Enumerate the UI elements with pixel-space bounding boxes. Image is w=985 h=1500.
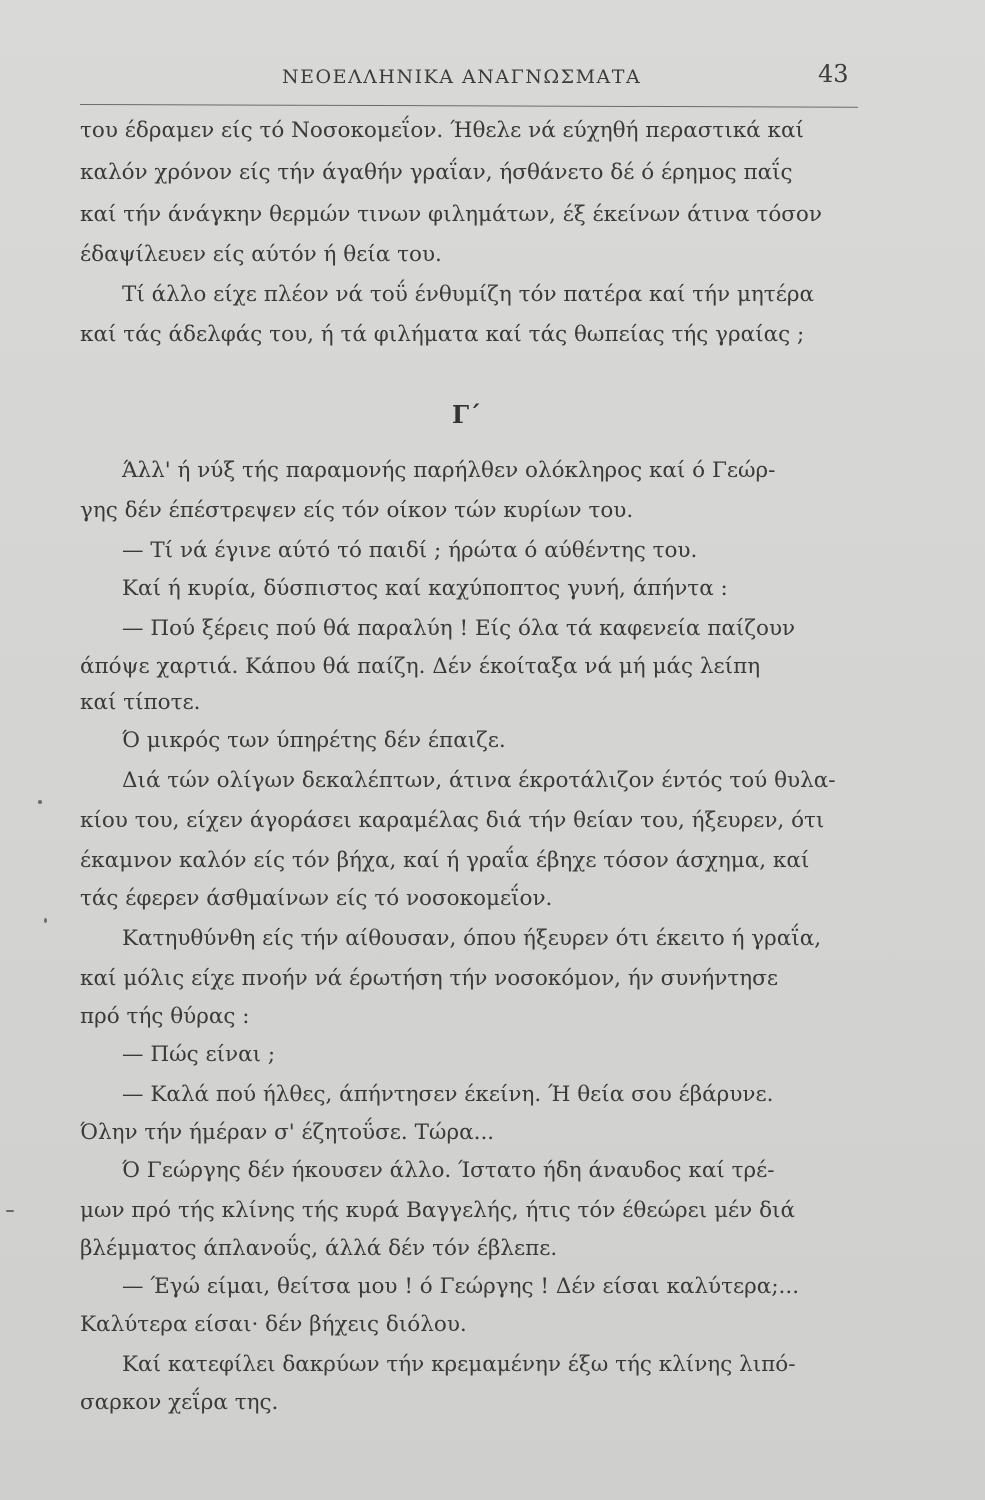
text-line: — Έγώ είμαι, θείτσα μου ! ό Γεώργης ! Δέν είσαι καλύτερα;... (122, 1274, 800, 1299)
text-line: Καί ή κυρία, δύσπιστος καί καχύποπτος γυνή, άπήντα : (122, 576, 728, 601)
running-title: ΝΕΟΕΛΛΗΝΙΚΑ ΑΝΑΓΝΩΣΜΑΤΑ (282, 66, 642, 88)
paper-speck (6, 1210, 14, 1212)
text-line: γης δέν έπέστρεψεν είς τόν οίκον τών κυρίων του. (80, 498, 634, 523)
text-line: σαρκον χεΐρα της. (80, 1390, 279, 1415)
text-line: καί τήν άνάγκην θερμών τινων φιλημάτων, έξ έκείνων άτινα τόσον (80, 202, 822, 227)
text-line: βλέμματος άπλανοΰς, άλλά δέν τόν έβλεπε. (80, 1236, 558, 1261)
text-line: έδαψίλευεν είς αύτόν ή θεία του. (80, 242, 442, 267)
text-line: Καλύτερα είσαι· δέν βήχεις διόλου. (80, 1312, 467, 1337)
text-line: Άλλ' ή νύξ τής παραμονής παρήλθεν ολόκληρος καί ό Γεώρ- (122, 458, 776, 483)
text-line: καί τίποτε. (80, 690, 201, 715)
text-line: του έδραμεν είς τό Νοσοκομεΐον. Ήθελε νά εύχηθή περαστικά καί (80, 118, 804, 143)
text-line: άπόψε χαρτιά. Κάπου θά παίζη. Δέν έκοίταξα νά μή μάς λείπη (80, 654, 761, 679)
text-line: τάς έφερεν άσθμαίνων είς τό νοσοκομεΐον. (80, 886, 553, 911)
text-line: καί μόλις είχε πνοήν νά έρωτήση τήν νοσοκόμον, ήν συνήντησε (80, 966, 778, 991)
text-line: μων πρό τής κλίνης τής κυρά Βαγγελής, ήτις τόν έθεώρει μέν διά (80, 1198, 795, 1223)
text-line: καλόν χρόνον είς τήν άγαθήν γραΐαν, ήσθάνετο δέ ό έρημος παΐς (80, 160, 793, 185)
text-line: — Τί νά έγινε αύτό τό παιδί ; ήρώτα ό αύθέντης του. (122, 538, 698, 563)
text-line: Όλην τήν ήμέραν σ' έζητοΰσε. Τώρα... (80, 1120, 495, 1145)
text-line: καί τάς άδελφάς του, ή τά φιλήματα καί τάς θωπείας τής γραίας ; (80, 322, 805, 347)
text-line: Καί κατεφίλει δακρύων τήν κρεμαμένην έξω τής κλίνης λιπό- (122, 1352, 796, 1377)
paper-speck (44, 918, 47, 923)
text-line: Διά τών ολίγων δεκαλέπτων, άτινα έκροτάλιζον έντός τού θυλα- (122, 768, 836, 793)
text-line: κίου του, είχεν άγοράσει καραμέλας διά τήν θείαν του, ήξευρεν, ότι (80, 808, 825, 833)
text-line: Τί άλλο είχε πλέον νά τοΰ ένθυμίζη τόν πατέρα καί τήν μητέρα (122, 282, 814, 307)
text-line: — Πώς είναι ; (122, 1042, 276, 1067)
header-rule (80, 104, 858, 108)
page-number: 43 (818, 60, 849, 88)
text-line: πρό τής θύρας : (80, 1004, 250, 1029)
paper-speck (38, 800, 42, 804)
text-line: έκαμνον καλόν είς τόν βήχα, καί ή γραΐα έβηχε τόσον άσχημα, καί (80, 848, 810, 873)
text-line: — Καλά πού ήλθες, άπήντησεν έκείνη. Ή θεία σου έβάρυνε. (122, 1082, 774, 1107)
text-line: Κατηυθύνθη είς τήν αίθουσαν, όπου ήξευρεν ότι έκειτο ή γραΐα, (122, 926, 822, 951)
running-header (0, 58, 985, 98)
text-line: — Πού ξέρεις πού θά παραλύη ! Είς όλα τά καφενεία παίζουν (122, 616, 796, 641)
text-line: Ό μικρός των ύπηρέτης δέν έπαιζε. (122, 728, 506, 753)
text-line: Ό Γεώργης δέν ήκουσεν άλλο. Ίστατο ήδη άναυδος καί τρέ- (122, 1158, 775, 1183)
section-heading: Γ΄ (452, 400, 482, 429)
